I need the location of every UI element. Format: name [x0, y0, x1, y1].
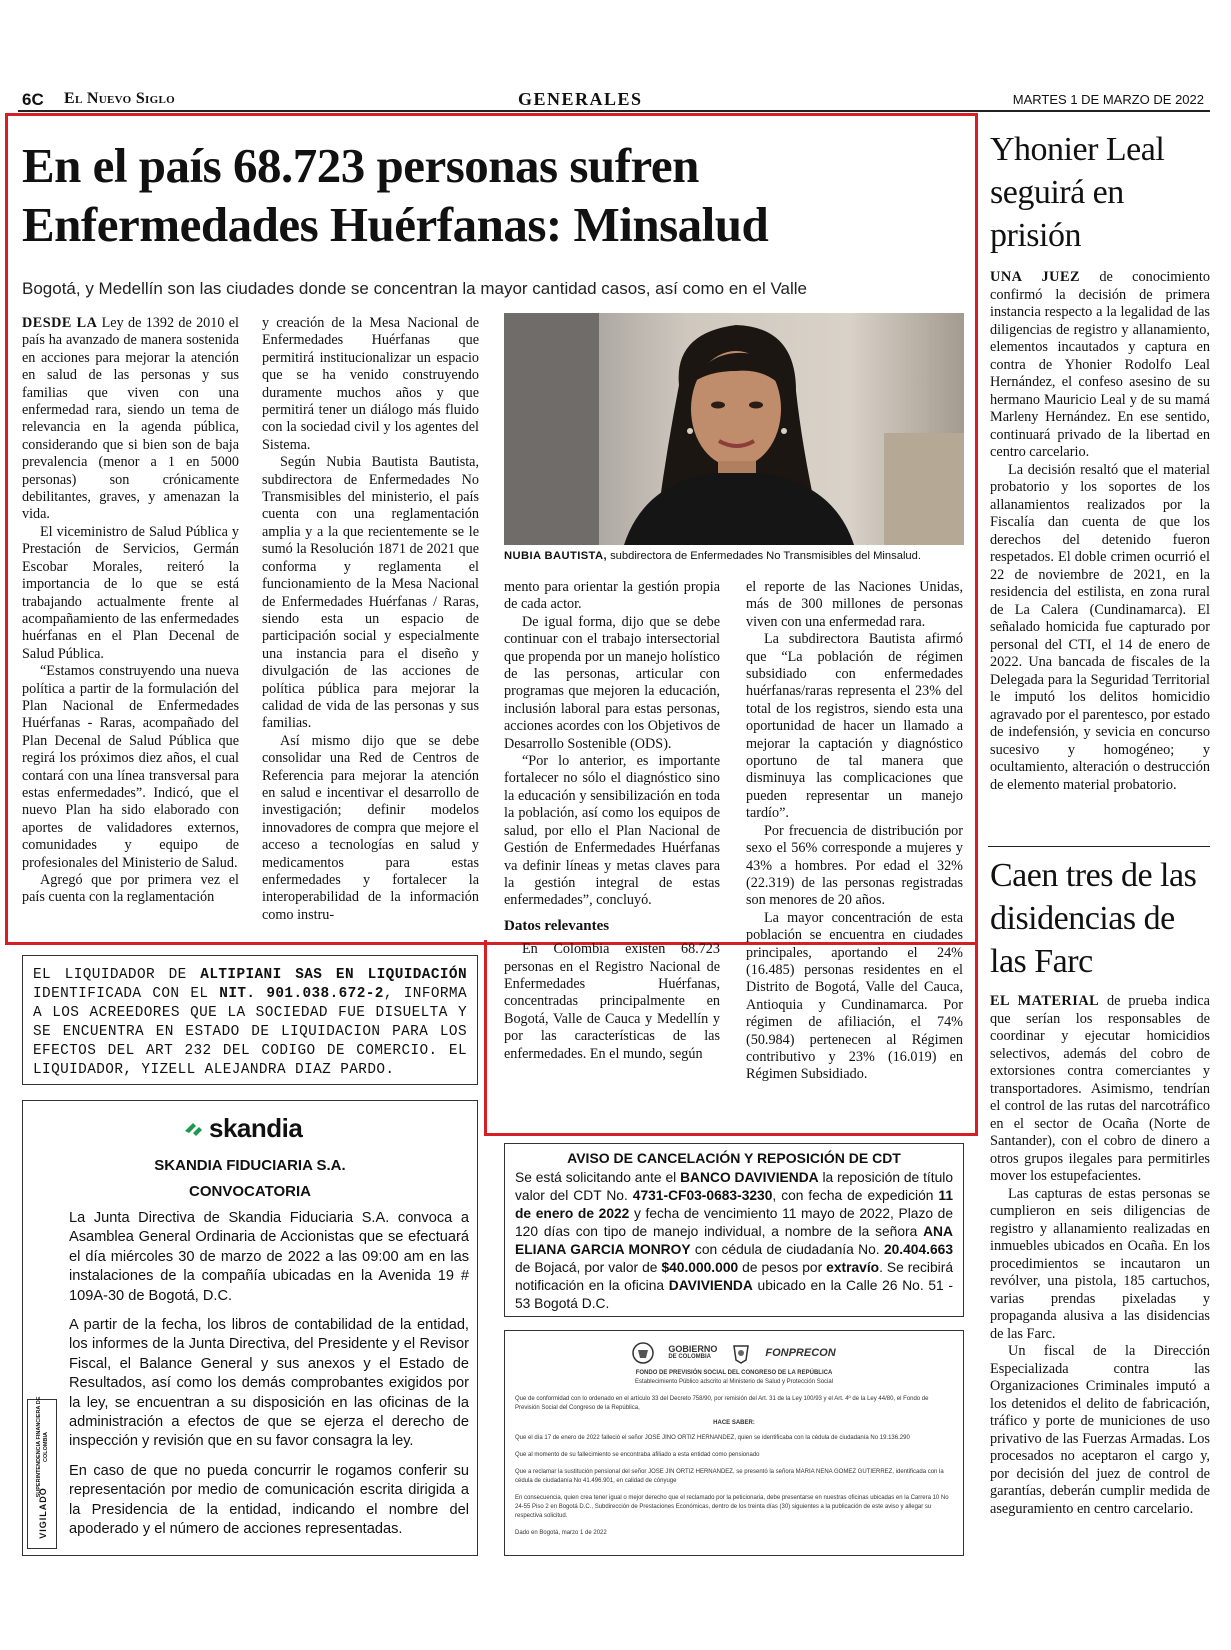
subheadline: Bogotá, y Medellín son las ciudades donde se concentran la mayor cantidad casos, así como en el Valle: [22, 279, 807, 298]
skandia-paragraph: La Junta Directiva de Skandia Fiduciaria S.A. convoca a Asamblea General Ordinaria de Accionistas que se efectuará el día miércoles 30 de marzo de 2022 a las 09:00 am en las instalaciones de la compañía ubicadas en la Avenida 19 # 109A-30 de Bogotá, D.C.: [69, 1210, 469, 1304]
article-subtitle: Datos relevantes: [504, 917, 610, 934]
article-lead: DESDE LA: [22, 315, 98, 331]
skandia-logo-icon: [183, 1117, 205, 1139]
sidebar-paragraph: de conocimiento confirmó la decisión de primera instancia respecto a la legalidad de las diligencias de registro y allanamiento, elementos incautados y captura en contra de Yhonier Rodolfo Leal Hernández, el confeso asesino de su hermano Mauricio Leal y de su mamá Marleny Hernández. En ese sentido, continuará privado de la libertad en centro carcelario.: [990, 269, 1210, 460]
vigilado-text: VIGILADO: [38, 1487, 48, 1539]
skandia-paragraph: A partir de la fecha, los libros de contabilidad de la entidad, los informes de la Junta Directiva, del Presidente y el Revisor Fiscal, el Balance General y sus anexos y el Estado de Resultados, así como los demás comprobantes exigidos por la ley, se encuentran a su disposición en las oficinas de la administración a efectos de que se ejerza el derecho de inspección y revisión que en su favor consagra la ley.: [69, 1317, 469, 1450]
article-paragraph: y creación de la Mesa Nacional de Enfermedades Huérfanas que permitirá institucionalizar un espacio que se ha venido construyendo duramente muchos años y que permitirá tener un diálogo más fluido con la sociedad civil y los agentes del Sistema.: [262, 315, 479, 453]
skandia-body: [69, 1209, 469, 1550]
article-paragraph: Según Nubia Bautista Bautista, subdirectora de Enfermedades No Transmisibles del ministerio, el país cuenta con una reglamentación amplia y a la que recientemente se le sumó la Resolución 1871 de 2021 que conforma y reglamenta el funcionamiento de la Mesa Nacional de Enfermedades Huérfanas / Raras, siendo esta un espacio de participación social y especialmente una instancia para el diseño y divulgación de las acciones de política pública para mejorar la calidad de vida de las personas y sus familias.: [262, 454, 479, 732]
colombia-shield-icon: [632, 1342, 654, 1364]
gov-logo-text: GOBIERNO DE COLOMBIA: [668, 1344, 718, 1360]
sidebar-divider: [988, 846, 1210, 847]
fonprecon-line: Que el día 17 de enero de 2022 falleció el señor JOSE JINO ORTIZ HERNANDEZ, quien se identificaba con la cédula de ciudadanía No 19.136.290: [515, 1435, 910, 1441]
article-paragraph: Así mismo dijo que se debe consolidar una Red de Centros de Referencia para mejorar la atención en salud e incentivar el desarrollo de investigación; definir modelos innovadores de compra que mejore el acceso a tecnologías en salud y medicamentos para estas enfermedades y fortalecer la interoperabilidad de la información como instru-: [262, 732, 479, 923]
sidebar-headline-1: Yhonier Leal seguirá en prisión: [990, 131, 1165, 254]
portrait-illustration: [504, 313, 964, 545]
sidebar-paragraph: Las capturas de estas personas se cumplieron en seis diligencias de registro y allanamiento realizadas en inmuebles ubicados en Ocaña. En los procedimientos se incautaron un revólver, una pistola, 185 cartuchos, varias prendas pixeladas y propaganda alusiva a las disidencias de las Farc.: [990, 1185, 1210, 1342]
cdt-body: Se está solicitando ante el BANCO DAVIVIENDA la reposición de título valor del CDT No. 4731-CF03-0683-3230, con fecha de expedición 11 de enero de 2022 y fecha de vencimiento 11 mayo de 2022, Plazo de 120 días con tipo de manejo individual, a nombre de la señora ANA ELIANA GARCIA MONROY con cédula de ciudadanía No. 20.404.663 de Bojacá, por valor de $40.000.000 de pesos por extravío. Se recibirá notificación en la oficina DAVIVIENDA ubicado en la Calle 26 No. 51 - 53 Bogotá D.C.: [515, 1170, 953, 1311]
page-date: MARTES 1 DE MARZO DE 2022: [1012, 92, 1204, 107]
coat-of-arms-icon: [731, 1342, 751, 1364]
headline-line-1: En el país 68.723 personas sufren: [22, 138, 699, 193]
sidebar-headline-2: Caen tres de las disidencias de las Farc: [990, 857, 1197, 980]
article-paragraph: Ley de 1392 de 2010 el país ha avanzado de manera sostenida en acciones para mejorar la atención en salud de las personas y sus familias que viven con una enfermedad rara, siendo un tema de relevancia en la agenda pública, considerando que si bien son de baja prevalencia (menor a 1 en 5000 personas) son crónicamente debilitantes, graves, y amenazan la vida.: [22, 315, 239, 523]
page-header: [18, 88, 1214, 112]
headline-line-2: Enfermedades Huérfanas: Minsalud: [22, 197, 769, 252]
skandia-title: SKANDIA FIDUCIARIA S.A.: [154, 1157, 346, 1174]
cdt-title: AVISO DE CANCELACIÓN Y REPOSICIÓN DE CDT: [567, 1150, 901, 1166]
photo-caption: [504, 549, 974, 563]
article-paragraph: Agregó que por primera vez el país cuenta con la reglamentación: [22, 872, 239, 906]
article-paragraph: “Estamos construyendo una nueva política a partir de la formulación del Plan Nacional de Enfermedades Huérfanas - Raras, acompañado del Plan Decenal de Salud Pública que regirá los próximos diez años, el cual contará con una línea transversal para estas enfermedades”. Indicó, que el nuevo Plan ha sido elaborado con aportes de validadores externos, comunidades y equipo de profesionales del Ministerio de Salud.: [22, 663, 239, 871]
fonprecon-hace-saber: HACE SABER:: [713, 1420, 755, 1426]
fonprecon-line: Que de conformidad con lo ordenado en el artículo 33 del Decreto 758/90, por remisión del Art. 31 de la Ley 100/93 y el Art. 4º de la Ley 44/80, el Fondo de Previsión Social del Congreso de la República,: [515, 1396, 929, 1411]
sidebar-story-1: [990, 128, 1210, 794]
article-paragraph: La subdirectora Bautista afirmó que “La población de régimen subsidiado con enfermedades huérfanas/raras representa el 23% del total de los registros, siendo esta una oportunidad de hacer un llamado a mejorar la captación y diagnóstico oportuno de tal manera que disminuya las complicaciones que pueden representar un manejo tardío”.: [746, 631, 963, 822]
article-column-1: [22, 315, 239, 907]
article-paragraph: el reporte de las Naciones Unidas, más de 300 millones de personas viven con una enfermedad rara.: [746, 579, 963, 630]
header-rule: [18, 110, 1210, 112]
section-name: GENERALES: [518, 89, 643, 109]
sidebar-story-2: [990, 854, 1210, 1518]
skandia-paragraph: En caso de que no pueda concurrir le rogamos conferir su representación por medio de comunicación escrita dirigida a la Presidencia de la entidad, indicando el nombre del apoderado y el número de acciones representadas.: [69, 1462, 469, 1538]
article-column-4: [746, 579, 963, 1084]
article-paragraph: En Colombia existen 68.723 personas en el Registro Nacional de Enfermedades Huérfanas, concentradas principalmente en Bogotá, Valle de Cauca y Medellín y por las características de las enfermedades. En el mundo, según: [504, 941, 720, 1062]
fonprecon-line: Que a reclamar la sustitución pensional del señor JOSE JIN ORTIZ HERNANDEZ, se presentó la señora MARIA NENA GOMEZ GUTIERREZ, identificada con la cédula de ciudadanía No 41.496.901, en calidad de cónyuge: [515, 1469, 944, 1484]
fonprecon-heading-1: FONDO DE PREVISIÓN SOCIAL DEL CONGRESO DE LA REPÚBLICA: [635, 1370, 833, 1376]
article-column-3: [504, 579, 720, 1063]
fonprecon-line: Que al momento de su fallecimiento se encontraba afiliado a esta entidad como pensionado: [515, 1452, 760, 1458]
superintendencia-text: SUPERINTENDENCIA FINANCIERA DE COLOMBIA: [36, 1396, 49, 1498]
sidebar-paragraph: de prueba indica que serían los responsables de coordinar y ejecutar homicidios selectivos, además del cobro de extorsiones contra comerciantes y transportadores. Asimismo, tendrían el control de las rutas del narcotráfico en el sector de Ocaña (Norte de Santander), con el cobro de dinero a otros grupos ilegales para permitirles mover los estupefacientes.: [990, 993, 1210, 1184]
sidebar-paragraph: Un fiscal de la Dirección Especializada contra las Organizaciones Criminales imputó a los detenidos el delito de fabricación, tráfico y porte de municiones de uso privativo de las Fuerzas Armadas. Los procesados no aceptaron el cargo y, por decisión del juez de control de garantías, deberán cumplir medida de aseguramiento en centro carcelario.: [990, 1343, 1210, 1517]
article-paragraph: De igual forma, dijo que se debe continuar con el trabajo intersectorial que propenda por un manejo holístico de las personas, articular con programas que mejoren la educación, inclusión laboral para estas personas, acciones acordes con los Objetivos de Desarrollo Sostenible (ODS).: [504, 613, 720, 752]
cdt-notice: [504, 1143, 964, 1317]
caption-name: NUBIA BAUTISTA,: [504, 550, 607, 562]
fonprecon-heading-2: Establecimiento Público adscrito al Ministerio de Salud y Protección Social: [634, 1379, 834, 1385]
caption-text: subdirectora de Enfermedades No Transmisibles del Minsalud.: [610, 550, 921, 562]
fonprecon-logo-text: FONPRECON: [765, 1347, 836, 1359]
skandia-notice: [22, 1100, 478, 1556]
article-paragraph: La mayor concentración de esta población se encuentra en ciudades principales, aportando el 24% (16.485) personas residentes en el Distrito de Bogotá, Valle del Cauca, Antioquia y Cundinamarca. Por régimen de afiliación, el 74% (50.984) pertenecen al Régimen contributivo y 23% (16.019) en Régimen Subsidiado.: [746, 909, 963, 1083]
article-photo: [504, 313, 964, 545]
skandia-subtitle: CONVOCATORIA: [189, 1183, 311, 1200]
fonprecon-notice: [504, 1330, 964, 1556]
article-paragraph: El viceministro de Salud Pública y Prestación de Servicios, Germán Escobar Morales, reiteró la importancia de lo que se está trabajando actualmente frente al acompañamiento de las enfermedades huérfanas en el Plan Decenal de Salud Pública.: [22, 523, 239, 662]
fonprecon-logos: [515, 1339, 953, 1367]
article-column-2: [262, 315, 479, 924]
fonprecon-date: Dado en Bogotá, marzo 1 de 2022: [515, 1530, 607, 1536]
vigilado-stamp: [27, 1396, 57, 1549]
article-paragraph: “Por lo anterior, es importante fortalecer no sólo el diagnóstico sino la educación y sensibilización en toda la población, así como los equipos de salud, por ello el Plan Nacional de Gestión de Enfermedades Huérfanas va definir líneas y metas claves para la gestión integral de estas enfermedades”, concluyó.: [504, 753, 720, 909]
article-paragraph: Por frecuencia de distribución por sexo el 56% corresponde a mujeres y 43% a hombres. Por edad el 32% (22.319) de las personas registradas son menores de 20 años.: [746, 822, 963, 909]
newspaper-name: El Nuevo Siglo: [64, 90, 175, 107]
skandia-logo: [183, 1113, 302, 1143]
article-paragraph: mento para orientar la gestión propia de cada actor.: [504, 579, 720, 613]
liquidation-notice-text: EL LIQUIDADOR DE ALTIPIANI SAS EN LIQUIDACIÓN IDENTIFICADA CON EL NIT. 901.038.672-2, INFORMA A LOS ACREEDORES QUE LA SOCIEDAD FUE DISUELTA Y SE ENCUENTRA EN ESTADO DE LIQUIDACION PARA LOS EFECTOS DEL ART 232 DEL CODIGO DE COMERCIO. EL LIQUIDADOR, YIZELL ALEJANDRA DIAZ PARDO.: [33, 967, 467, 1078]
headline: [22, 136, 962, 254]
page-number: 6C: [22, 90, 44, 109]
sidebar-lead-2: EL MATERIAL: [990, 993, 1100, 1009]
sidebar-lead-1: UNA JUEZ: [990, 269, 1081, 285]
sidebar-paragraph: La decisión resaltó que el material probatorio y los soportes de los allanamientos realizados por la Fiscalía dan cuenta de que los derechos del detenido fueron respetados. El doble crimen ocurrió el 22 de noviembre de 2021, en la residencia del estilista, en zona rural de La Calera (Cundinamarca). El señalado homicida fue capturado por personal del CTI, el 14 de enero de 2022. Una bancada de fiscales de la Delegada para la Seguridad Territorial le imputó los delitos homicidio agravado por el parentesco, por estado de indefensión, y sevicia en concurso sucesivo y homogéneo; y ocultamiento, alteración o destrucción de elemento material probatorio.: [990, 461, 1210, 793]
fonprecon-line: En consecuencia, quien crea tener igual o mejor derecho que el reclamado por la peticionaria, debe presentarse en nuestras oficinas ubicadas en la Carrera 10 No 24-55 Piso 2 en Bogotá D.C., Subdirección de Prestaciones Económicas, dentro de los treinta días (30) siguientes a la publicación de este aviso y allegar su respectiva solicitud.: [515, 1495, 949, 1519]
skandia-logo-text: skandia: [209, 1112, 303, 1143]
liquidation-notice: [22, 955, 478, 1085]
